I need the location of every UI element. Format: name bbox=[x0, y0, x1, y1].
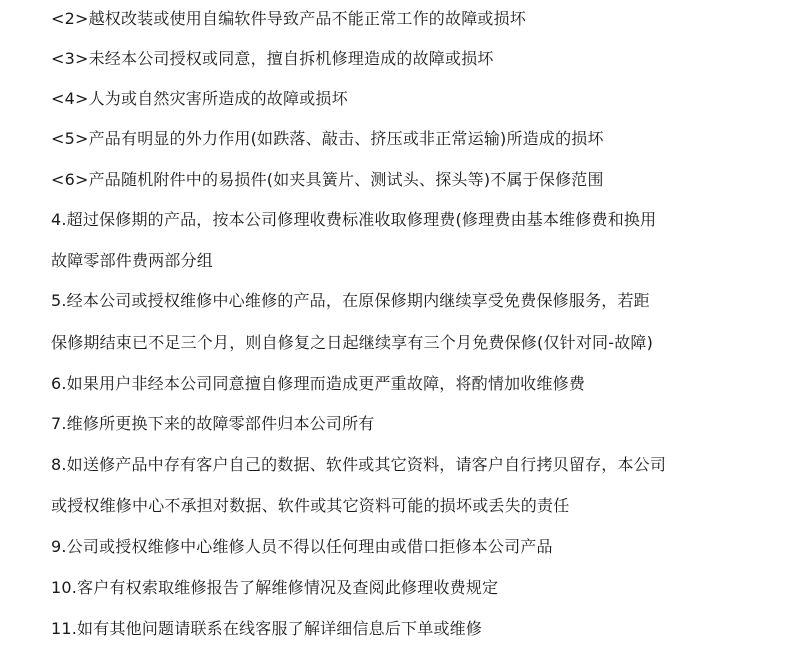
item-11-line: 11.如有其他问题请联系在线客服了解详细信息后下单或维修 bbox=[51, 619, 483, 638]
item-7-line: 7.维修所更换下来的故障零部件归本公司所有 bbox=[51, 414, 375, 433]
item-4-line-2: 故障零部件费两部分组 bbox=[51, 251, 214, 270]
clause-4-line: <4>人为或自然灾害所造成的故障或损坏 bbox=[51, 89, 348, 108]
clause-2-line: <2>越权改装或使用自编软件导致产品不能正常工作的故障或损坏 bbox=[51, 9, 526, 28]
item-6-line: 6.如果用户非经本公司同意擅自修理而造成更严重故障，将酌情加收维修费 bbox=[51, 374, 586, 393]
item-4-line-1: 4.超过保修期的产品，按本公司修理收费标准收取修理费(修理费由基本维修费和换用 bbox=[51, 210, 657, 229]
clause-6-line: <6>产品随机附件中的易损件(如夹具簧片、测试头、探头等)不属于保修范围 bbox=[51, 170, 604, 189]
item-8-line-2: 或授权维修中心不承担对数据、软件或其它资料可能的损坏或丢失的责任 bbox=[51, 496, 570, 515]
item-5-line-2: 保修期结束已不足三个月，则自修复之日起继续享有三个月免费保修(仅针对同-故障) bbox=[51, 333, 654, 352]
item-10-line: 10.客户有权索取维修报告了解维修情况及查阅此修理收费规定 bbox=[51, 578, 499, 597]
item-9-line: 9.公司或授权维修中心维修人员不得以任何理由或借口拒修本公司产品 bbox=[51, 537, 553, 556]
item-8-line-1: 8.如送修产品中存有客户自己的数据、软件或其它资料，请客户自行拷贝留存，本公司 bbox=[51, 455, 667, 474]
item-5-line-1: 5.经本公司或授权维修中心维修的产品，在原保修期内继续享受免费保修服务，若距 bbox=[51, 291, 650, 310]
clause-3-line: <3>未经本公司授权或同意，擅自拆机修理造成的故障或损坏 bbox=[51, 49, 494, 68]
clause-5-line: <5>产品有明显的外力作用(如跌落、敲击、挤压或非正常运输)所造成的损坏 bbox=[51, 129, 604, 148]
